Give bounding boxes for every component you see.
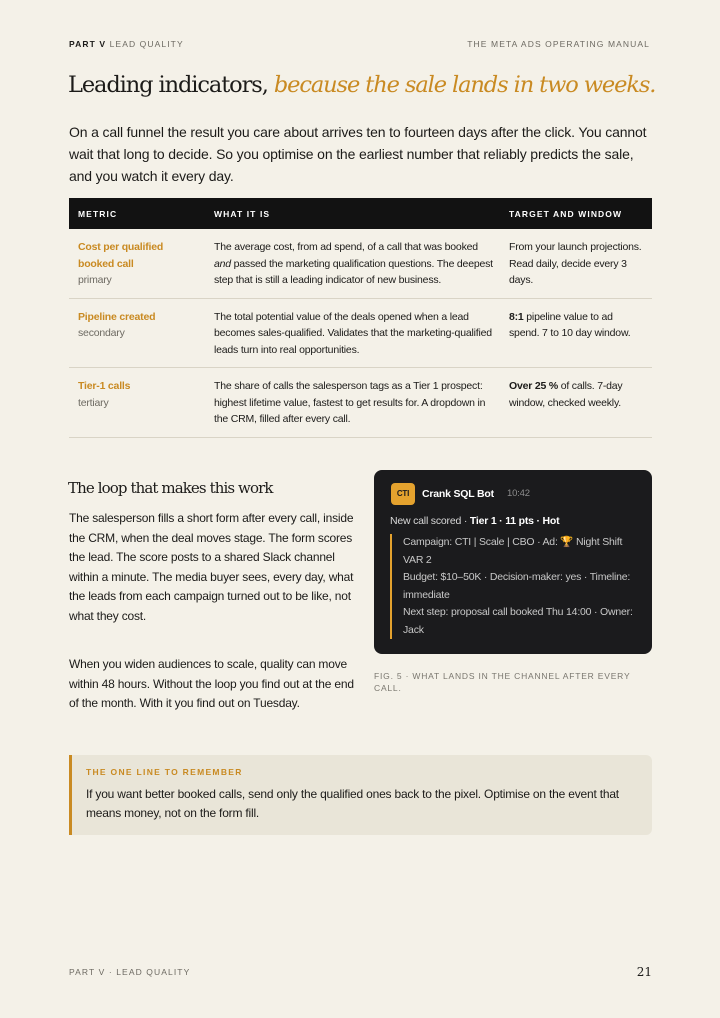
header-part: PART V LEAD QUALITY bbox=[69, 39, 184, 49]
metric-rank: tertiary bbox=[78, 396, 109, 409]
table-row bbox=[69, 368, 652, 438]
message-time: 10:42 bbox=[507, 488, 530, 499]
running-footer bbox=[69, 965, 652, 979]
table-header-row bbox=[69, 198, 652, 229]
running-header bbox=[69, 39, 650, 49]
detail-campaign: Campaign: CTI | Scale | CBO · Ad: 🏆 Night Shift VAR 2 bbox=[403, 536, 623, 566]
column-header-target: TARGET AND WINDOW bbox=[501, 198, 652, 229]
column-header-metric: METRIC bbox=[69, 198, 206, 229]
detail-budget: Budget: $10–50K · Decision-maker: yes · Timeline: immediate bbox=[403, 571, 631, 601]
metric-rank: secondary bbox=[78, 327, 125, 339]
metrics-table bbox=[69, 198, 652, 438]
footer-section: PART V · LEAD QUALITY bbox=[69, 967, 191, 977]
metric-name: Tier-1 calls bbox=[78, 380, 131, 392]
message-summary: New call scored · Tier 1 · 11 pts · Hot bbox=[390, 515, 560, 527]
metric-cell bbox=[69, 368, 206, 438]
target-cell: From your launch projections. Read daily, decide every 3 days. bbox=[501, 229, 652, 298]
table-row bbox=[69, 229, 652, 298]
table-row bbox=[69, 298, 652, 368]
callout-text: If you want better booked calls, send only the qualified ones back to the pixel. Optimise on the event that means money, not on the form fill. bbox=[86, 787, 619, 820]
target-cell: Over 25 % of calls. 7-day window, checked weekly. bbox=[501, 368, 652, 438]
metric-name: Cost per qualified booked call bbox=[78, 241, 164, 270]
intro-paragraph: On a call funnel the result you care about arrives ten to fourteen days after the click. You cannot wait that long to decide. So you optimise on the earliest number that reliably predicts the sale, and you watch it every day. bbox=[69, 124, 647, 184]
metric-name: Pipeline created bbox=[78, 310, 156, 323]
callout-box bbox=[69, 755, 652, 835]
header-book-title: THE META ADS OPERATING MANUAL bbox=[467, 39, 650, 49]
page-number: 21 bbox=[636, 965, 652, 979]
bot-name: Crank SQL Bot bbox=[422, 488, 494, 500]
figure-caption: FIG. 5 · WHAT LANDS IN THE CHANNEL AFTER EVERY CALL. bbox=[374, 671, 631, 693]
description-cell: The total potential value of the deals opened when a lead becomes sales-qualified. Validates that the marketing-qualified leads turn into real opportunities. bbox=[206, 298, 501, 368]
callout-label: THE ONE LINE TO REMEMBER bbox=[86, 767, 243, 777]
metric-rank: primary bbox=[78, 274, 112, 286]
slack-message-card bbox=[374, 470, 652, 654]
message-details bbox=[390, 534, 640, 639]
page-title: Leading indicators, because the sale lands in two weeks. bbox=[68, 72, 656, 98]
target-cell: 8:1 pipeline value to ad spend. 7 to 10 day window. bbox=[501, 298, 652, 368]
description-cell: The average cost, from ad spend, of a call that was booked and passed the marketing qualification questions. The deepest step that is still a leading indicator of new business. bbox=[206, 229, 501, 298]
loop-paragraph-2: When you widen audiences to scale, quality can move within 48 hours. Without the loop you find out at the end of the month. With it you find out on Tuesday. bbox=[69, 657, 354, 710]
metric-cell bbox=[69, 298, 206, 368]
description-cell: The share of calls the salesperson tags as a Tier 1 prospect: highest lifetime value, fastest to get results for. A dropdown in the CRM, filled after every call. bbox=[206, 368, 501, 438]
page-title-accent: because the sale lands in two weeks. bbox=[273, 72, 656, 98]
bot-avatar: CTI bbox=[391, 483, 415, 505]
column-header-what: WHAT IT IS bbox=[206, 198, 501, 229]
detail-next-step: Next step: proposal call booked Thu 14:00 · Owner: Jack bbox=[403, 606, 633, 636]
loop-paragraph-1: The salesperson fills a short form after every call, inside the CRM, when the deal moves stage. The form scores the lead. The score posts to a shared Slack channel within a minute. The media buyer sees, every day, what the leads from each campaign turned out to be like, not what they cost. bbox=[69, 511, 354, 623]
loop-heading: The loop that makes this work bbox=[68, 479, 273, 497]
metric-cell bbox=[69, 229, 206, 298]
